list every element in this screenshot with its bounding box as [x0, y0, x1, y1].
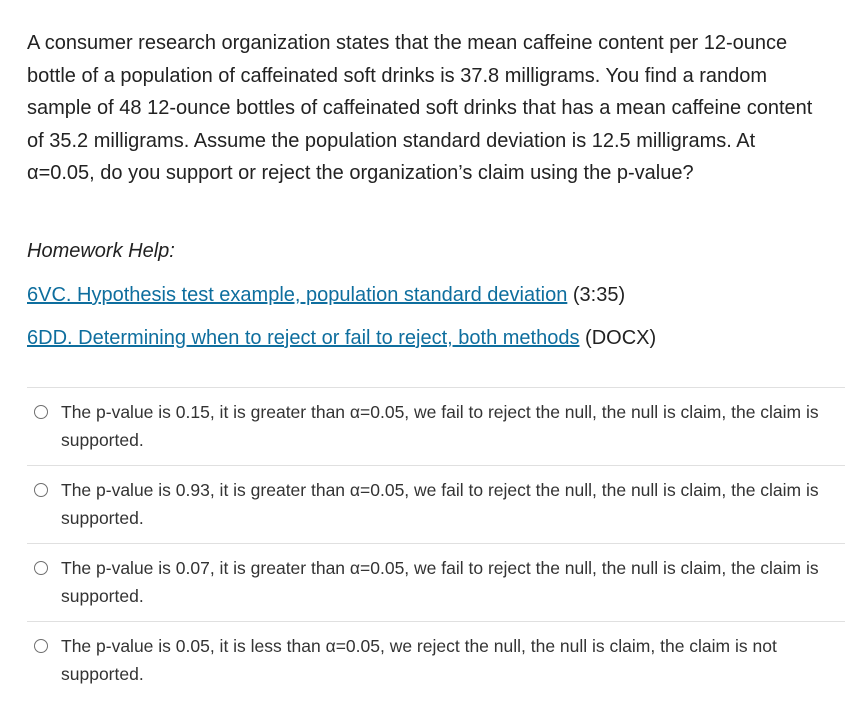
answer-option-2-text: The p-value is 0.93, it is greater than α=0.05, we fail to reject the null, the null is claim, the claim is supported. [61, 480, 819, 528]
help-link-6vc[interactable]: 6VC. Hypothesis test example, population standard deviation [27, 284, 568, 306]
help-link-6dd-suffix: (DOCX) [585, 327, 657, 349]
radio-button-3[interactable] [34, 561, 48, 575]
radio-button-1[interactable] [34, 405, 48, 419]
radio-button-4[interactable] [34, 639, 48, 653]
answer-option-4[interactable] [27, 621, 845, 699]
answer-option-3[interactable] [27, 543, 845, 621]
help-link-6vc-suffix: (3:35) [572, 284, 626, 306]
radio-button-2[interactable] [34, 483, 48, 497]
homework-help-heading: Homework Help: [27, 240, 175, 262]
answer-option-2[interactable] [27, 465, 845, 543]
question-text: A consumer research organization states that the mean caffeine content per 12-ounce bottle of a population of caffeinated soft drinks is 37.8 milligrams. You find a random sample of 48 12-ounce bottles of caffeinated soft drinks that has a mean caffeine content of 35.2 milligrams. Assume the population standard deviation is 12.5 milligrams. At α=0.05, do you support or reject the organization’s claim using the p-value? [27, 32, 813, 185]
answer-option-1[interactable] [27, 387, 845, 465]
answer-option-1-text: The p-value is 0.15, it is greater than α=0.05, we fail to reject the null, the null is claim, the claim is supported. [61, 402, 819, 450]
help-link-6dd[interactable]: 6DD. Determining when to reject or fail to reject, both methods [27, 327, 580, 349]
answer-options [27, 387, 845, 699]
help-link-row-2 [27, 322, 656, 354]
answer-option-3-text: The p-value is 0.07, it is greater than α=0.05, we fail to reject the null, the null is claim, the claim is supported. [61, 558, 819, 606]
help-link-row-1 [27, 279, 625, 311]
answer-option-4-text: The p-value is 0.05, it is less than α=0.05, we reject the null, the null is claim, the claim is not supported. [61, 636, 777, 684]
